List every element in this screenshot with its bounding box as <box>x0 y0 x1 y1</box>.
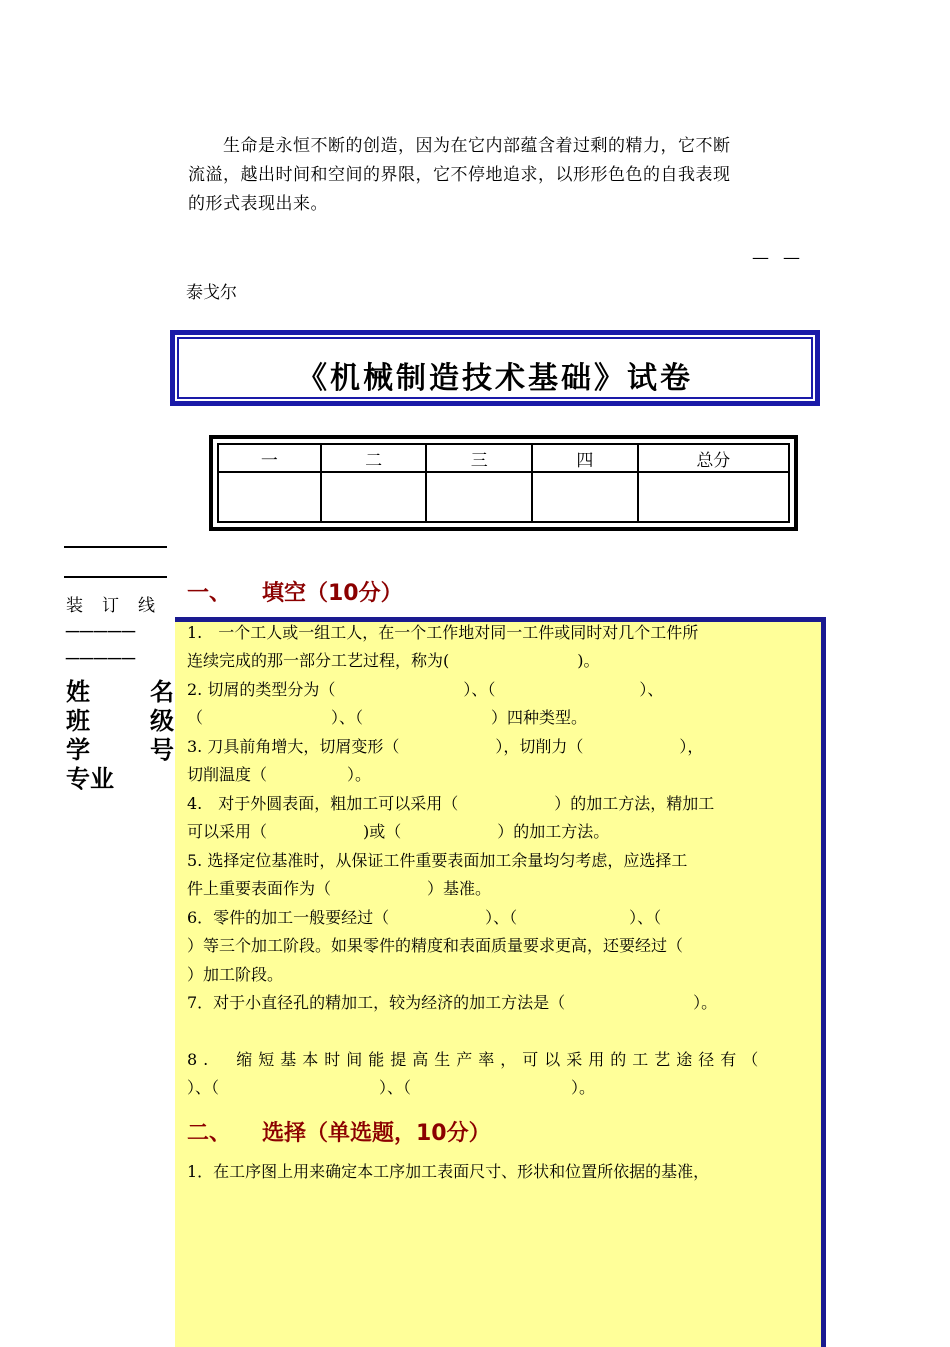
score-header-3: 三 <box>426 444 532 472</box>
score-table <box>217 443 790 523</box>
side-rule-2 <box>64 576 167 578</box>
section1-title: 填空（10分） <box>262 581 403 606</box>
score-cell-2[interactable] <box>321 472 427 522</box>
q4-line-1: 4. 对于外圆表面，粗加工可以采用（ ）的加工方法，精加工 <box>187 794 715 813</box>
major-label: 专业 <box>66 765 114 793</box>
quote-author: 泰戈尔 <box>186 283 237 303</box>
section2-number: 二、 <box>187 1121 232 1146</box>
score-table-frame <box>209 435 798 531</box>
score-header-2: 二 <box>321 444 427 472</box>
q2-line-1: 2. 切屑的类型分为（ ）、（ ）、 <box>187 680 664 699</box>
section1-number: 一、 <box>187 581 232 606</box>
q5-line-1: 5. 选择定位基准时，从保证工件重要表面加工余量均匀考虑，应选择工 <box>187 851 688 870</box>
score-header-1: 一 <box>218 444 321 472</box>
q5-line-2: 件上重要表面作为（ ）基准。 <box>187 879 492 898</box>
class-label-b: 级 <box>150 707 174 735</box>
q6-line-1: 6．零件的加工一般要经过（ ）、（ ）、（ <box>187 908 662 927</box>
side-dashes-1: －－－－－ <box>64 623 134 643</box>
student-id-label-b: 号 <box>150 736 174 764</box>
mc-q1-line-1: 1．在工序图上用来确定本工序加工表面尺寸、形状和位置所依据的基准， <box>187 1162 710 1181</box>
binding-line-label: 装 订 线 <box>66 596 156 616</box>
q3-line-2: 切削温度（ ）。 <box>187 765 372 784</box>
q6-line-2: ）等三个加工阶段。如果零件的精度和表面质量要求更高，还要经过（ <box>187 936 684 955</box>
exam-title: 《机械制造技术基础》试卷 <box>297 361 693 396</box>
section2-title: 选择（单选题，10分） <box>262 1121 491 1146</box>
class-label-a: 班 <box>66 707 90 735</box>
q8-line-1: 8. 缩短基本时间能提高生产率，可以采用的工艺途径有（ <box>187 1050 765 1069</box>
name-label-a: 姓 <box>66 678 90 706</box>
quote-line-1: 生命是永恒不断的创造，因为在它内部蕴含着过剩的精力，它不断 <box>188 136 731 156</box>
q4-line-2: 可以采用（ )或（ ）的加工方法。 <box>187 822 610 841</box>
q1-line-1: 1. 一个工人或一组工人，在一个工作地对同一工件或同时对几个工件所 <box>187 623 699 642</box>
score-cell-1[interactable] <box>218 472 321 522</box>
score-cell-3[interactable] <box>426 472 532 522</box>
quote-line-3: 的形式表现出来。 <box>188 194 328 214</box>
score-cell-4[interactable] <box>532 472 638 522</box>
score-header-total: 总分 <box>638 444 789 472</box>
exam-title-box <box>170 330 820 406</box>
score-header-4: 四 <box>532 444 638 472</box>
q6-line-3: ）加工阶段。 <box>187 965 284 984</box>
q7-line-1: 7．对于小直径孔的精加工，较为经济的加工方法是（ ）。 <box>187 993 718 1012</box>
q1-line-2: 连续完成的那一部分工艺过程，称为( )。 <box>187 651 600 670</box>
name-label-b: 名 <box>150 678 174 706</box>
q3-line-1: 3. 刀具前角增大，切屑变形（ ），切削力（ ）， <box>187 737 704 756</box>
quote-dash: —— <box>752 248 814 268</box>
side-rule-1 <box>64 546 167 548</box>
q2-line-2: （ ）、（ ）四种类型。 <box>187 708 588 727</box>
score-cell-total[interactable] <box>638 472 789 522</box>
quote-line-2: 流溢，越出时间和空间的界限，它不停地追求，以形形色色的自我表现 <box>188 165 731 185</box>
side-dashes-2: －－－－－ <box>64 650 134 670</box>
student-id-label-a: 学 <box>66 736 90 764</box>
q8-line-2: ）、（ ）、（ ）。 <box>187 1078 596 1097</box>
